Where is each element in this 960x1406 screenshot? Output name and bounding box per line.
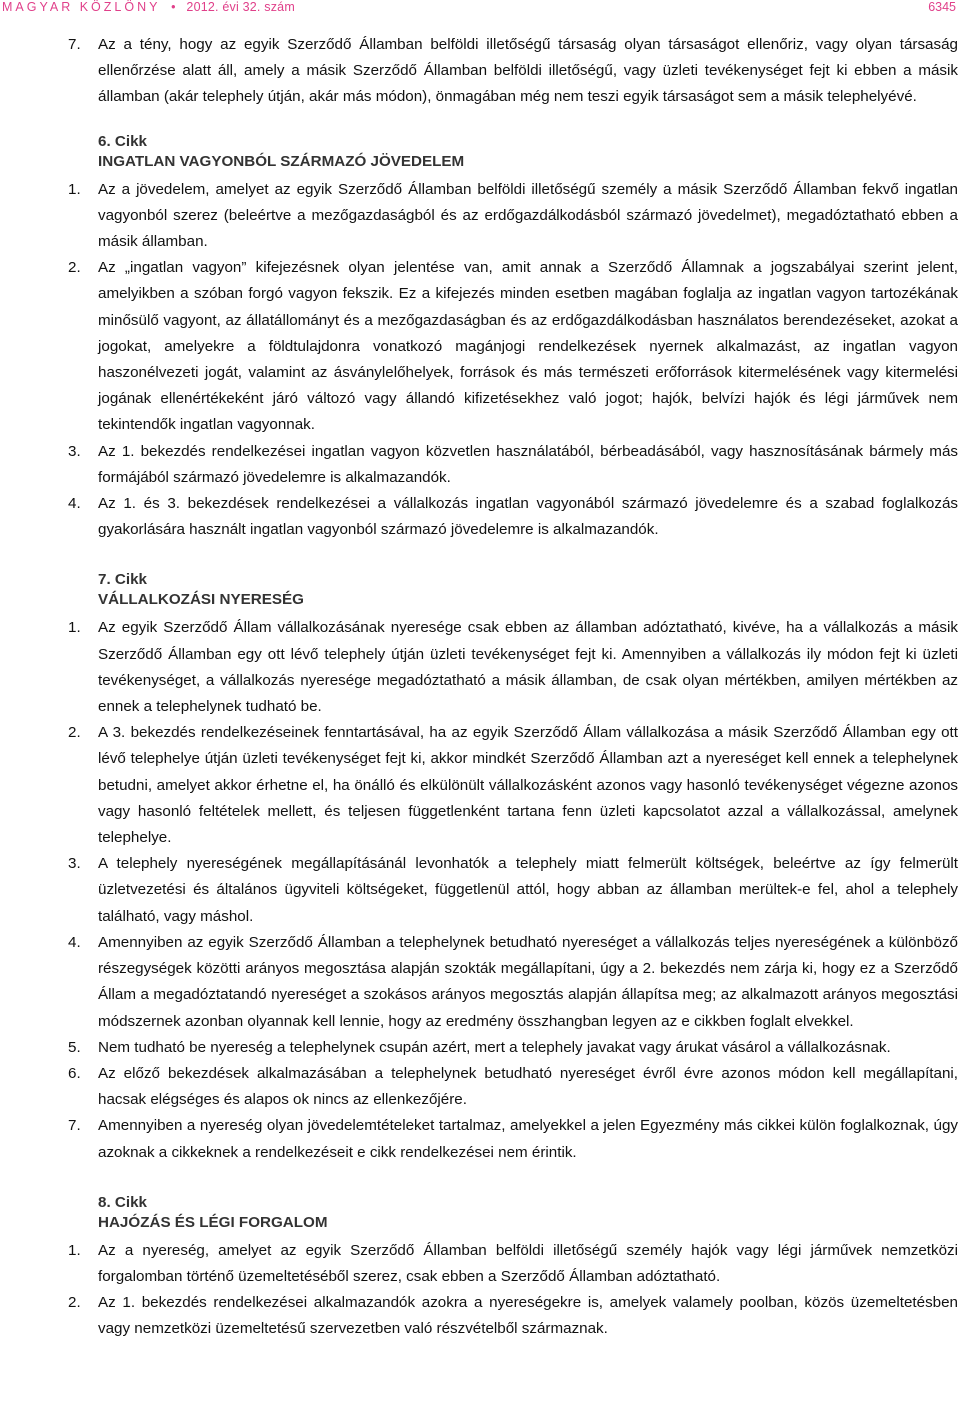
article8-paragraph-2 xyxy=(68,1290,958,1342)
article7-paragraph-2 xyxy=(68,720,958,851)
paragraph-text: Nem tudható be nyereség a telephelynek csupán azért, mert a telephely javakat vagy árukat vásárol a vállalkozásnak. xyxy=(98,1038,891,1056)
article5-paragraph-7 xyxy=(68,32,958,111)
issue-label: 2012. évi 32. szám xyxy=(186,0,295,14)
article-title: INGATLAN VAGYONBÓL SZÁRMAZÓ JÖVEDELEM xyxy=(98,152,465,170)
article7-paragraph-1 xyxy=(68,615,958,720)
paragraph-number: 5. xyxy=(68,1038,81,1056)
article8-heading xyxy=(68,1193,958,1233)
paragraph-number: 2. xyxy=(68,259,81,277)
article6-heading xyxy=(68,132,958,172)
article-number: 8. Cikk xyxy=(98,1193,147,1211)
paragraph-text: Az „ingatlan vagyon” kifejezésnek olyan jelentése van, amit annak a Szerződő Államnak a jogszabályai szerint jelent, amelyikben a szóban forgó vagyon fekszik. Ez a kifejezés minden esetben magában foglalja az ingatlan vagyon tartozékának minősülő vagyont, az állatállományt és a mezőgazdaságban és az erdőgazdálkodásban használatos berendezéseket, azokat a jogokat, amelyekre a földtulajdonra vonatkozó magánjogi rendelkezések nyernek alkalmazást, az ingatlan vagyon haszonélvezeti jogát, valamint az ásványlelőhelyek, források és más természeti erőforrások kitermelésének vagy kitermelési jogának ellenértékeként járó változó vagy állandó kifizetésekhez való jogot; hajók, belvízi hajók és légi járművek nem tekintendők ingatlan vagyonnak. xyxy=(98,259,958,434)
document-body xyxy=(68,32,958,1343)
paragraph-text: Az előző bekezdések alkalmazásában a telephelynek betudható nyereséget évről évre azonos módon kell megállapítani, hacsak elégséges és alapos ok nincs az ellenkezőjére. xyxy=(98,1064,958,1109)
paragraph-number: 4. xyxy=(68,933,81,951)
article8-paragraph-1 xyxy=(68,1238,958,1290)
article6-paragraph-2 xyxy=(68,255,958,438)
paragraph-number: 2. xyxy=(68,1294,81,1312)
paragraph-text: Amennyiben a nyereség olyan jövedelemtételeket tartalmaz, amelyekkel a jelen Egyezmény más cikkei külön foglalkoznak, úgy azoknak a cikkeknek a rendelkezéseit e cikk rendelkezései nem érintik. xyxy=(98,1117,958,1161)
article7-paragraph-6 xyxy=(68,1061,958,1113)
paragraph-number: 4. xyxy=(68,495,81,513)
page-header xyxy=(0,0,960,22)
paragraph-text: A telephely nyereségének megállapításánál levonhatók a telephely miatt felmerült költségek, beleértve az így felmerült üzletvezetési és általános ügyviteli költségeket, függetlenül attól, hogy abban az államban merültek-e fel, ahol a telephely található, vagy máshol. xyxy=(98,855,958,925)
paragraph-number: 1. xyxy=(68,1241,81,1259)
paragraph-text: Az 1. bekezdés rendelkezései ingatlan vagyon közvetlen használatából, bérbeadásából, vagy hasznosításának bármely más formájából származó jövedelemre is alkalmazandók. xyxy=(98,442,958,486)
paragraph-number: 7. xyxy=(68,1117,81,1135)
paragraph-number: 3. xyxy=(68,855,81,873)
article7-paragraph-5 xyxy=(68,1035,958,1061)
paragraph-text: Az a nyereség, amelyet az egyik Szerződő Államban belföldi illetőségű személy hajók vagy légi járművek nemzetközi forgalomban történő üzemeltetéséből szerez, csak ebben a Szerződő Államban adóztatható. xyxy=(98,1241,958,1285)
paragraph-text: Az a jövedelem, amelyet az egyik Szerződő Államban belföldi illetőségű személy a másik Szerződő Államban fekvő ingatlan vagyonból szerez (beleértve a mezőgazdaságból és az erdőgazdálkodásból származó jövedelmet), megadóztatható ebben a másik államban. xyxy=(98,180,958,251)
paragraph-number: 7. xyxy=(68,36,81,53)
publication-title: MAGYAR KÖZLÖNY xyxy=(2,0,161,14)
paragraph-text: Az a tény, hogy az egyik Szerződő Államban belföldi illetőségű társaság olyan társaságot ellenőriz, vagy olyan társaság ellenőrzése alatt áll, amely a másik Szerződő Államban belföldi illetőségű, vagy üzleti tevékenységet fejt ki ebben a másik államban (akár telephely útján, akár más módon), önmagában még nem teszi egyik társaságot sem a másik telephelyévé. xyxy=(98,36,958,106)
page-number: 6345 xyxy=(928,0,956,14)
article-title: VÁLLALKOZÁSI NYERESÉG xyxy=(98,591,304,609)
article7-heading xyxy=(68,570,958,610)
paragraph-text: Az 1. és 3. bekezdések rendelkezései a vállalkozás ingatlan vagyonából származó jövedelemre és a szabad foglalkozás gyakorlására használt ingatlan vagyonból származó jövedelemre is alkalmazandók. xyxy=(98,495,958,539)
article-title: HAJÓZÁS ÉS LÉGI FORGALOM xyxy=(98,1213,328,1231)
article7-paragraph-4 xyxy=(68,930,958,1035)
paragraph-text: Amennyiben az egyik Szerződő Államban a telephelynek betudható nyereséget a vállalkozás teljes nyereségének a különböző részegységek közötti arányos megosztása alapján szokták megállapítani, úgy a 2. bekezdés nem zárja ki, hogy ez a Szerződő Állam a megadóztatandó nyereséget a szokásos arányos megosztás alapján állapítsa meg; az alkalmazott arányos megosztási módszernek azonban olyannak kell lennie, hogy az eredmény összhangban legyen az e cikkben foglalt elvekkel. xyxy=(98,933,958,1030)
running-header xyxy=(2,0,295,14)
paragraph-text: Az 1. bekezdés rendelkezései alkalmazandók azokra a nyereségekre is, amelyek valamely poolban, közös üzemeltetésben vagy nemzetközi üzemeltetésű szervezetben való részvételből származnak. xyxy=(98,1294,958,1338)
article6-paragraph-3 xyxy=(68,439,958,491)
paragraph-number: 6. xyxy=(68,1064,81,1082)
article6-paragraph-4 xyxy=(68,491,958,543)
article7-paragraph-7 xyxy=(68,1113,958,1165)
paragraph-text: A 3. bekezdés rendelkezéseinek fenntartásával, ha az egyik Szerződő Állam vállalkozása a másik Szerződő Államban egy ott lévő telephelye útján üzleti tevékenységet fejt ki, akkor mindkét Szerződő Államban azt a nyereséget kell ennek a telephelynek betudni, amelyet akkor érhetne el, ha önálló és elkülönült vállalkozásként azonos vagy hasonló tevékenységet végezne azonos vagy hasonló feltételek mellett, és teljesen függetlenként tartana fenn üzleti kapcsolatot azzal a vállalkozással, amelynek telephelye. xyxy=(98,724,958,847)
bullet-separator: • xyxy=(171,0,176,14)
article-number: 6. Cikk xyxy=(98,132,147,150)
paragraph-text: Az egyik Szerződő Állam vállalkozásának nyeresége csak ebben az államban adóztatható, kivéve, ha a vállalkozás a másik Szerződő Államban egy ott lévő telephely útján üzleti tevékenységet fejt ki. Amennyiben a vállalkozás ily módon fejt ki üzleti tevékenységet, a vállalkozás nyeresége megadóztatható a másik államban, de csak olyan mértékben, amilyen mértékben az ennek a telephelynek tudható be. xyxy=(98,619,958,716)
paragraph-number: 1. xyxy=(68,619,81,637)
paragraph-number: 3. xyxy=(68,442,81,460)
article6-paragraph-1 xyxy=(68,177,958,256)
paragraph-number: 1. xyxy=(68,180,81,198)
paragraph-number: 2. xyxy=(68,724,81,742)
article7-paragraph-3 xyxy=(68,851,958,930)
article-number: 7. Cikk xyxy=(98,571,147,589)
